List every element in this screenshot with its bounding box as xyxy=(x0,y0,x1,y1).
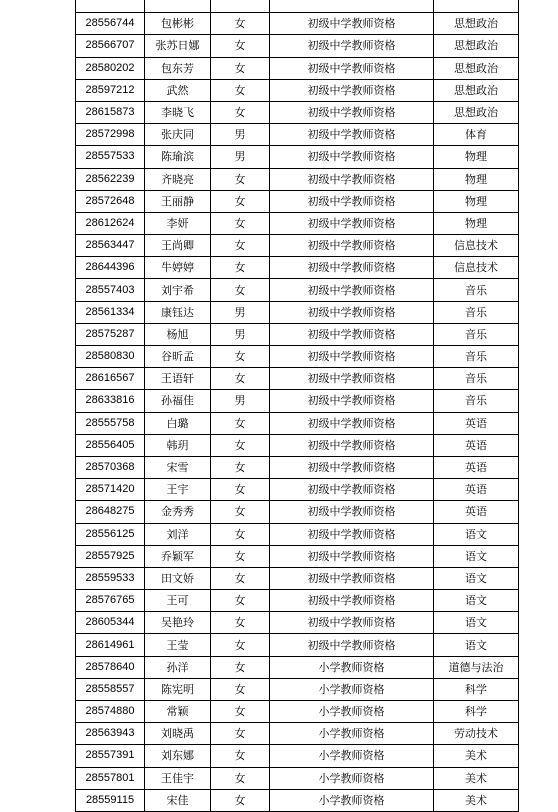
candidate-id-cell: 28558557 xyxy=(76,678,145,700)
qualification-cell: 初级中学教师资格 xyxy=(270,479,434,501)
subject-cell: 英语 xyxy=(434,434,519,456)
candidate-id-cell: 28572648 xyxy=(76,190,145,212)
qualification-cell: 初级中学教师资格 xyxy=(270,346,434,368)
gender-cell: 女 xyxy=(211,212,270,234)
table-row xyxy=(76,745,519,767)
candidate-id-cell: 28561334 xyxy=(76,301,145,323)
name-cell: 包彬彬 xyxy=(145,13,211,35)
gender-cell: 女 xyxy=(211,101,270,123)
name-cell: 韩玥 xyxy=(145,434,211,456)
table-row xyxy=(76,723,519,745)
candidate-id-cell: 28556405 xyxy=(76,434,145,456)
name-cell: 康钰达 xyxy=(145,301,211,323)
subject-cell: 信息技术 xyxy=(434,235,519,257)
table-row xyxy=(76,257,519,279)
table-row xyxy=(76,301,519,323)
subject-cell: 思想政治 xyxy=(434,79,519,101)
gender-cell: 女 xyxy=(211,368,270,390)
gender-cell: 女 xyxy=(211,723,270,745)
name-cell: 张苏日娜 xyxy=(145,35,211,57)
candidate-id-cell: 28556744 xyxy=(76,13,145,35)
candidate-id-cell: 28633816 xyxy=(76,390,145,412)
name-cell: 常颖 xyxy=(145,701,211,723)
gender-cell: 男 xyxy=(211,390,270,412)
name-cell: 王可 xyxy=(145,590,211,612)
gender-cell: 男 xyxy=(211,146,270,168)
qualification-cell: 初级中学教师资格 xyxy=(270,567,434,589)
qualification-cell: 初级中学教师资格 xyxy=(270,190,434,212)
name-cell: 刘宇希 xyxy=(145,279,211,301)
gender-cell: 男 xyxy=(211,301,270,323)
gender-cell: 女 xyxy=(211,190,270,212)
table-row xyxy=(76,567,519,589)
table-row xyxy=(76,124,519,146)
name-cell: 宋雪 xyxy=(145,456,211,478)
qualification-cell: 初级中学教师资格 xyxy=(270,57,434,79)
gender-cell: 女 xyxy=(211,412,270,434)
qualification-cell: 初级中学教师资格 xyxy=(270,124,434,146)
gender-cell: 女 xyxy=(211,501,270,523)
gender-cell: 女 xyxy=(211,567,270,589)
candidate-id-cell: 28562239 xyxy=(76,168,145,190)
subject-cell: 语文 xyxy=(434,567,519,589)
candidate-id-cell: 28580202 xyxy=(76,57,145,79)
candidate-id-cell: 28572998 xyxy=(76,124,145,146)
qualification-cell: 初级中学教师资格 xyxy=(270,612,434,634)
gender-cell: 女 xyxy=(211,346,270,368)
name-cell: 包东芳 xyxy=(145,57,211,79)
candidate-id-cell: 28556125 xyxy=(76,523,145,545)
subject-cell: 音乐 xyxy=(434,390,519,412)
candidate-id-cell: 28597212 xyxy=(76,79,145,101)
candidate-id-cell: 28612624 xyxy=(76,212,145,234)
candidate-id-cell: 28557403 xyxy=(76,279,145,301)
subject-cell: 英语 xyxy=(434,412,519,434)
candidate-id-cell: 28555758 xyxy=(76,412,145,434)
name-cell: 乔颖军 xyxy=(145,545,211,567)
candidate-id-cell: 28644396 xyxy=(76,257,145,279)
candidate-id-cell: 28571420 xyxy=(76,479,145,501)
qualification-cell: 小学教师资格 xyxy=(270,767,434,789)
gender-cell: 女 xyxy=(211,701,270,723)
candidate-id-cell xyxy=(76,0,145,13)
subject-cell: 英语 xyxy=(434,479,519,501)
candidate-id-cell: 28574880 xyxy=(76,701,145,723)
qualification-cell: 小学教师资格 xyxy=(270,656,434,678)
name-cell: 吴艳玲 xyxy=(145,612,211,634)
qualification-cell: 初级中学教师资格 xyxy=(270,501,434,523)
qualification-cell: 初级中学教师资格 xyxy=(270,279,434,301)
gender-cell: 女 xyxy=(211,257,270,279)
qualification-cell: 小学教师资格 xyxy=(270,789,434,811)
candidate-id-cell: 28557925 xyxy=(76,545,145,567)
gender-cell: 女 xyxy=(211,590,270,612)
candidate-id-cell: 28575287 xyxy=(76,323,145,345)
table-row xyxy=(76,479,519,501)
table-row xyxy=(76,146,519,168)
candidate-id-cell: 28605344 xyxy=(76,612,145,634)
subject-cell: 思想政治 xyxy=(434,101,519,123)
gender-cell: 女 xyxy=(211,479,270,501)
subject-cell: 物理 xyxy=(434,212,519,234)
subject-cell: 劳动技术 xyxy=(434,723,519,745)
table-row xyxy=(76,789,519,811)
table-row xyxy=(76,0,519,13)
gender-cell: 男 xyxy=(211,323,270,345)
name-cell: 孙福佳 xyxy=(145,390,211,412)
qualification-cell: 小学教师资格 xyxy=(270,701,434,723)
table-row xyxy=(76,346,519,368)
name-cell: 张庆同 xyxy=(145,124,211,146)
subject-cell: 物理 xyxy=(434,190,519,212)
name-cell: 白璐 xyxy=(145,412,211,434)
gender-cell: 女 xyxy=(211,235,270,257)
name-cell: 王佳宇 xyxy=(145,767,211,789)
subject-cell: 美术 xyxy=(434,789,519,811)
gender-cell: 女 xyxy=(211,745,270,767)
candidate-id-cell: 28563943 xyxy=(76,723,145,745)
name-cell: 王语轩 xyxy=(145,368,211,390)
subject-cell xyxy=(434,0,519,13)
candidate-id-cell: 28614961 xyxy=(76,634,145,656)
subject-cell: 英语 xyxy=(434,501,519,523)
name-cell: 宋佳 xyxy=(145,789,211,811)
gender-cell: 女 xyxy=(211,634,270,656)
subject-cell: 科学 xyxy=(434,701,519,723)
subject-cell: 语文 xyxy=(434,590,519,612)
table-row xyxy=(76,545,519,567)
name-cell: 王尚卿 xyxy=(145,235,211,257)
qualification-cell: 初级中学教师资格 xyxy=(270,456,434,478)
subject-cell: 思想政治 xyxy=(434,57,519,79)
subject-cell: 语文 xyxy=(434,634,519,656)
table-row xyxy=(76,57,519,79)
name-cell: 金秀秀 xyxy=(145,501,211,523)
table-row xyxy=(76,190,519,212)
qualification-cell: 初级中学教师资格 xyxy=(270,101,434,123)
subject-cell: 科学 xyxy=(434,678,519,700)
candidate-id-cell: 28580830 xyxy=(76,346,145,368)
candidate-id-cell: 28576765 xyxy=(76,590,145,612)
gender-cell: 女 xyxy=(211,168,270,190)
table-row xyxy=(76,412,519,434)
qualification-cell: 初级中学教师资格 xyxy=(270,634,434,656)
name-cell: 李妍 xyxy=(145,212,211,234)
table-row xyxy=(76,767,519,789)
candidate-id-cell: 28648275 xyxy=(76,501,145,523)
qualification-cell xyxy=(270,0,434,13)
subject-cell: 音乐 xyxy=(434,301,519,323)
table-row xyxy=(76,79,519,101)
qualification-cell: 初级中学教师资格 xyxy=(270,146,434,168)
qualification-cell: 初级中学教师资格 xyxy=(270,13,434,35)
name-cell: 杨旭 xyxy=(145,323,211,345)
gender-cell: 女 xyxy=(211,57,270,79)
qualification-cell: 初级中学教师资格 xyxy=(270,235,434,257)
qualification-cell: 初级中学教师资格 xyxy=(270,523,434,545)
gender-cell: 女 xyxy=(211,678,270,700)
certification-table xyxy=(75,0,519,812)
table-row xyxy=(76,590,519,612)
gender-cell xyxy=(211,0,270,13)
subject-cell: 体育 xyxy=(434,124,519,146)
name-cell: 谷昕孟 xyxy=(145,346,211,368)
subject-cell: 语文 xyxy=(434,545,519,567)
subject-cell: 美术 xyxy=(434,767,519,789)
qualification-cell: 初级中学教师资格 xyxy=(270,545,434,567)
subject-cell: 英语 xyxy=(434,456,519,478)
table-row xyxy=(76,390,519,412)
qualification-cell: 初级中学教师资格 xyxy=(270,412,434,434)
subject-cell: 美术 xyxy=(434,745,519,767)
name-cell: 刘洋 xyxy=(145,523,211,545)
table-row xyxy=(76,634,519,656)
name-cell: 牛婷婷 xyxy=(145,257,211,279)
candidate-id-cell: 28616567 xyxy=(76,368,145,390)
name-cell: 齐晓亮 xyxy=(145,168,211,190)
gender-cell: 男 xyxy=(211,124,270,146)
subject-cell: 道德与法治 xyxy=(434,656,519,678)
qualification-cell: 初级中学教师资格 xyxy=(270,434,434,456)
table-row xyxy=(76,212,519,234)
table-row xyxy=(76,323,519,345)
table-row xyxy=(76,13,519,35)
table-row xyxy=(76,279,519,301)
gender-cell: 女 xyxy=(211,434,270,456)
name-cell xyxy=(145,0,211,13)
candidate-id-cell: 28557391 xyxy=(76,745,145,767)
qualification-cell: 小学教师资格 xyxy=(270,723,434,745)
table-row xyxy=(76,656,519,678)
subject-cell: 思想政治 xyxy=(434,35,519,57)
gender-cell: 女 xyxy=(211,456,270,478)
name-cell: 田文娇 xyxy=(145,567,211,589)
table-row xyxy=(76,235,519,257)
table-row xyxy=(76,456,519,478)
table-row xyxy=(76,701,519,723)
gender-cell: 女 xyxy=(211,279,270,301)
qualification-cell: 初级中学教师资格 xyxy=(270,168,434,190)
candidate-id-cell: 28570368 xyxy=(76,456,145,478)
subject-cell: 思想政治 xyxy=(434,13,519,35)
table-body xyxy=(76,0,519,811)
gender-cell: 女 xyxy=(211,612,270,634)
table-row xyxy=(76,523,519,545)
qualification-cell: 初级中学教师资格 xyxy=(270,368,434,390)
table-row xyxy=(76,35,519,57)
gender-cell: 女 xyxy=(211,656,270,678)
table-row xyxy=(76,368,519,390)
subject-cell: 信息技术 xyxy=(434,257,519,279)
qualification-cell: 初级中学教师资格 xyxy=(270,79,434,101)
candidate-id-cell: 28557533 xyxy=(76,146,145,168)
gender-cell: 女 xyxy=(211,13,270,35)
qualification-cell: 初级中学教师资格 xyxy=(270,590,434,612)
name-cell: 王丽静 xyxy=(145,190,211,212)
name-cell: 孙洋 xyxy=(145,656,211,678)
table-row xyxy=(76,501,519,523)
subject-cell: 音乐 xyxy=(434,323,519,345)
subject-cell: 语文 xyxy=(434,523,519,545)
candidate-id-cell: 28615873 xyxy=(76,101,145,123)
qualification-cell: 初级中学教师资格 xyxy=(270,323,434,345)
qualification-cell: 初级中学教师资格 xyxy=(270,257,434,279)
candidate-id-cell: 28566707 xyxy=(76,35,145,57)
qualification-cell: 初级中学教师资格 xyxy=(270,35,434,57)
subject-cell: 音乐 xyxy=(434,279,519,301)
qualification-cell: 小学教师资格 xyxy=(270,678,434,700)
name-cell: 陈瑜滨 xyxy=(145,146,211,168)
gender-cell: 女 xyxy=(211,767,270,789)
name-cell: 刘东娜 xyxy=(145,745,211,767)
candidate-id-cell: 28559533 xyxy=(76,567,145,589)
qualification-cell: 初级中学教师资格 xyxy=(270,301,434,323)
subject-cell: 音乐 xyxy=(434,368,519,390)
subject-cell: 物理 xyxy=(434,146,519,168)
candidate-id-cell: 28557801 xyxy=(76,767,145,789)
name-cell: 王宇 xyxy=(145,479,211,501)
subject-cell: 音乐 xyxy=(434,346,519,368)
name-cell: 王莹 xyxy=(145,634,211,656)
candidate-id-cell: 28559115 xyxy=(76,789,145,811)
gender-cell: 女 xyxy=(211,35,270,57)
qualification-cell: 小学教师资格 xyxy=(270,745,434,767)
subject-cell: 物理 xyxy=(434,168,519,190)
gender-cell: 女 xyxy=(211,523,270,545)
qualification-cell: 初级中学教师资格 xyxy=(270,390,434,412)
name-cell: 武然 xyxy=(145,79,211,101)
qualification-cell: 初级中学教师资格 xyxy=(270,212,434,234)
candidate-id-cell: 28563447 xyxy=(76,235,145,257)
name-cell: 李晓飞 xyxy=(145,101,211,123)
gender-cell: 女 xyxy=(211,545,270,567)
candidate-id-cell: 28578640 xyxy=(76,656,145,678)
table-row xyxy=(76,612,519,634)
gender-cell: 女 xyxy=(211,789,270,811)
table-row xyxy=(76,101,519,123)
table-row xyxy=(76,678,519,700)
gender-cell: 女 xyxy=(211,79,270,101)
name-cell: 陈宪明 xyxy=(145,678,211,700)
name-cell: 刘晓禹 xyxy=(145,723,211,745)
subject-cell: 语文 xyxy=(434,612,519,634)
table-row xyxy=(76,434,519,456)
table-row xyxy=(76,168,519,190)
